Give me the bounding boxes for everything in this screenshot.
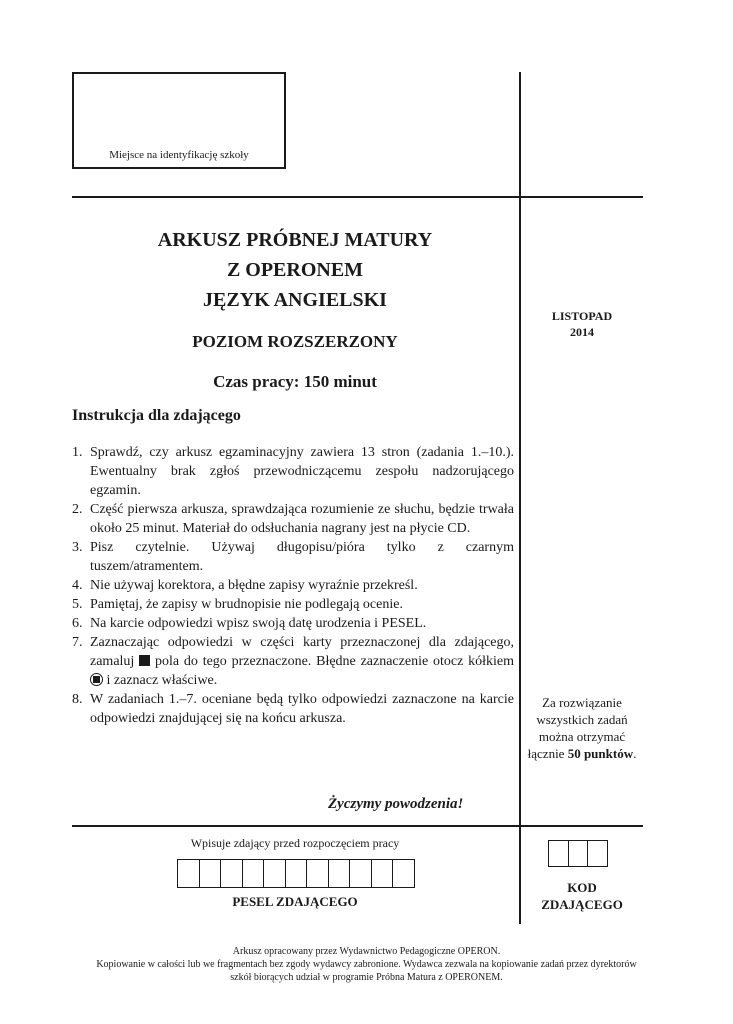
instruction-number: 2. bbox=[72, 502, 83, 517]
pesel-label: PESEL ZDAJĄCEGO bbox=[232, 894, 358, 909]
school-id-label: Miejsce na identyfikację szkoły bbox=[109, 149, 249, 161]
circled-square-icon bbox=[90, 673, 103, 686]
level-title: POZIOM ROZSZERZONY bbox=[192, 332, 398, 351]
title-line-1: ARKUSZ PRÓBNEJ MATURY bbox=[157, 229, 433, 251]
footer-line: szkół biorących udział w programie Próbna Matura z OPERONEM. bbox=[230, 972, 503, 983]
instruction-item bbox=[72, 500, 514, 538]
instruction-text: Pisz czytelnie. Używaj długopisu/pióra tylko z czarnym tuszem/atramentem. bbox=[90, 540, 514, 574]
points-line: Za rozwiązanie bbox=[542, 695, 622, 710]
instruction-item bbox=[72, 690, 514, 728]
points-prefix: łącznie bbox=[527, 746, 565, 761]
instructions-heading: Instrukcja dla zdającego bbox=[72, 407, 241, 424]
vertical-divider bbox=[519, 72, 521, 924]
pesel-digit-box[interactable] bbox=[350, 860, 372, 887]
top-divider bbox=[72, 196, 643, 198]
pesel-digit-box[interactable] bbox=[221, 860, 243, 887]
date-month: LISTOPAD bbox=[551, 309, 613, 323]
instruction-number: 8. bbox=[72, 692, 83, 707]
pesel-digit-box[interactable] bbox=[329, 860, 351, 887]
instruction-text: Sprawdź, czy arkusz egzaminacyjny zawiera 13 stron (zadania 1.–10.). Ewentualny brak zgłoś przewodniczącemu zespołu nadzorującego egzamin. bbox=[90, 445, 514, 498]
pesel-caption: Wpisuje zdający przed rozpoczęciem pracy bbox=[190, 836, 400, 850]
instruction-text: i zaznacz właściwe. bbox=[106, 673, 218, 688]
time-title: Czas pracy: 150 minut bbox=[213, 372, 377, 391]
instruction-number: 7. bbox=[72, 635, 83, 650]
kod-digit-box[interactable] bbox=[549, 841, 569, 866]
pesel-input[interactable] bbox=[177, 859, 415, 888]
instruction-number: 3. bbox=[72, 540, 83, 555]
pesel-digit-box[interactable] bbox=[372, 860, 394, 887]
pesel-digit-box[interactable] bbox=[200, 860, 222, 887]
instruction-text: W zadaniach 1.–7. oceniane będą tylko odpowiedzi zaznaczone na karcie odpowiedzi znajdującej się na końcu arkusza. bbox=[90, 692, 514, 726]
kod-digit-box[interactable] bbox=[588, 841, 608, 866]
instruction-number: 4. bbox=[72, 578, 83, 593]
date-year: 2014 bbox=[570, 325, 594, 339]
kod-input[interactable] bbox=[548, 840, 608, 867]
instruction-text: Nie używaj korektora, a błędne zapisy wyraźnie przekreśl. bbox=[90, 578, 418, 593]
filled-square-icon bbox=[139, 655, 150, 666]
instruction-text: Zaznaczając odpowiedzi w części karty przeznaczonej dla zdającego, zamaluj bbox=[90, 635, 514, 669]
footer-line: Kopiowanie w całości lub we fragmentach bez zgody wydawcy zabronione. Wydawca zezwala na kopiowanie zadań przez dyrektorów bbox=[96, 959, 637, 970]
points-line bbox=[522, 745, 642, 762]
instruction-item bbox=[72, 595, 514, 614]
pesel-digit-box[interactable] bbox=[286, 860, 308, 887]
instructions-list bbox=[72, 443, 514, 728]
footer-line: Arkusz opracowany przez Wydawnictwo Pedagogiczne OPERON. bbox=[232, 946, 501, 957]
instruction-text: pola do tego przeznaczone. Błędne zaznaczenie otocz kółkiem bbox=[154, 654, 515, 669]
footer-note bbox=[40, 945, 693, 984]
pesel-digit-box[interactable] bbox=[243, 860, 265, 887]
instruction-number: 1. bbox=[72, 445, 83, 460]
instruction-item bbox=[72, 576, 514, 595]
points-info bbox=[522, 694, 642, 762]
pesel-digit-box[interactable] bbox=[264, 860, 286, 887]
pesel-digit-box[interactable] bbox=[393, 860, 415, 887]
subject-title: JĘZYK ANGIELSKI bbox=[203, 289, 387, 311]
kod-label-line: ZDAJĄCEGO bbox=[541, 897, 623, 912]
pesel-digit-box[interactable] bbox=[178, 860, 200, 887]
title-line-2: Z OPERONEM bbox=[226, 259, 364, 281]
points-line: można otrzymać bbox=[538, 729, 626, 744]
points-total: 50 punktów bbox=[567, 746, 634, 761]
points-suffix: . bbox=[633, 746, 637, 761]
instruction-text: Część pierwsza arkusza, sprawdzająca rozumienie ze słuchu, będzie trwała około 25 minut. Materiał do odsłuchania nagrany jest na płycie CD. bbox=[90, 502, 514, 536]
kod-label-line: KOD bbox=[567, 880, 597, 895]
instruction-item bbox=[72, 633, 514, 690]
instruction-item bbox=[72, 538, 514, 576]
instruction-number: 5. bbox=[72, 597, 83, 612]
instruction-item bbox=[72, 614, 514, 633]
good-luck-text: Życzymy powodzenia! bbox=[328, 796, 464, 812]
school-id-box bbox=[72, 72, 286, 169]
bottom-divider bbox=[72, 825, 643, 827]
instruction-text: Pamiętaj, że zapisy w brudnopisie nie podlegają ocenie. bbox=[90, 597, 403, 612]
kod-digit-box[interactable] bbox=[569, 841, 589, 866]
instruction-item bbox=[72, 443, 514, 500]
instruction-number: 6. bbox=[72, 616, 83, 631]
points-line: wszystkich zadań bbox=[536, 712, 628, 727]
instruction-text: Na karcie odpowiedzi wpisz swoją datę urodzenia i PESEL. bbox=[90, 616, 427, 631]
kod-label bbox=[522, 879, 642, 913]
pesel-digit-box[interactable] bbox=[307, 860, 329, 887]
